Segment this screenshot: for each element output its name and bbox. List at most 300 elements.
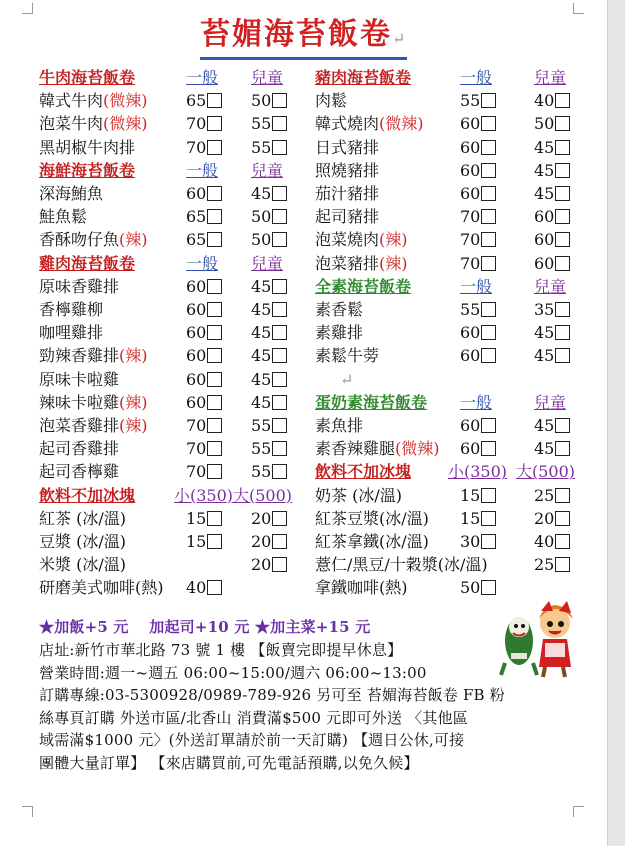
- menu-item-label: 黑胡椒牛肉排: [39, 137, 136, 157]
- price-regular-value: 60: [186, 369, 207, 389]
- menu-item-label: 素雞排: [315, 323, 364, 343]
- menu-item-name: [315, 509, 429, 529]
- menu-item-name: [39, 393, 148, 413]
- menu-item-label: 深海鮪魚: [39, 184, 104, 203]
- checkbox-icon[interactable]: [481, 93, 496, 108]
- price-regular-value: 60: [186, 184, 207, 203]
- menu-item-label: 奶茶 (冰/溫): [315, 485, 402, 505]
- price-kids: [534, 254, 570, 274]
- menu-item-label: 原味卡啦雞: [39, 369, 120, 389]
- price-kids: [534, 184, 570, 204]
- checkbox-icon[interactable]: [555, 557, 570, 572]
- menu-item-name: [39, 439, 119, 459]
- price-regular: [186, 300, 222, 320]
- menu-item-name: [315, 486, 402, 506]
- menu-item-label: 照燒豬排: [315, 160, 380, 180]
- menu-item-name: [315, 555, 488, 575]
- checkbox-icon[interactable]: [272, 116, 287, 131]
- price-kids: [534, 323, 570, 343]
- checkbox-icon[interactable]: [272, 302, 287, 317]
- menu-item-label: 泡菜豬排: [315, 253, 380, 273]
- ovo-section-header: 蛋奶素海苔飯卷: [315, 392, 428, 412]
- price-kids-value: 45: [251, 323, 272, 343]
- menu-item-label: 肉鬆: [315, 91, 348, 111]
- price-regular: [186, 370, 222, 390]
- menu-item-name: [39, 346, 148, 366]
- price-regular-value: 70: [186, 114, 207, 134]
- price-kids-value: 45: [534, 160, 555, 180]
- checkbox-icon[interactable]: [555, 488, 570, 503]
- checkbox-icon[interactable]: [555, 209, 570, 224]
- menu-item-name: [315, 346, 379, 366]
- price-regular-value: 60: [460, 114, 481, 134]
- menu-item-name: [39, 509, 126, 529]
- menu-item-name: [315, 323, 363, 343]
- info-line: 域需滿$1000 元〉(外送訂單請於前一天訂購) 【週日公休,可接: [39, 731, 465, 749]
- drinks-col-small: 小(350): [448, 462, 508, 482]
- price-kids-value: 45: [534, 416, 555, 435]
- price-kids: [534, 300, 570, 320]
- price-kids-value: 20: [534, 508, 555, 528]
- price-kids: [251, 277, 287, 297]
- checkbox-icon[interactable]: [481, 580, 496, 595]
- price-regular: [186, 532, 222, 552]
- checkbox-icon[interactable]: [555, 511, 570, 526]
- checkbox-icon[interactable]: [207, 302, 222, 317]
- spice-level: (微辣): [379, 114, 424, 134]
- mascot-illustration: [497, 597, 581, 679]
- checkbox-icon[interactable]: [555, 302, 570, 317]
- checkbox-icon[interactable]: [555, 325, 570, 340]
- menu-item-name: [39, 555, 126, 575]
- price-kids: [251, 91, 287, 111]
- menu-item-name: [39, 184, 103, 204]
- price-kids-value: 25: [534, 485, 555, 505]
- menu-item-name: [315, 439, 440, 459]
- checkbox-icon[interactable]: [272, 418, 287, 433]
- price-kids: [534, 161, 570, 181]
- price-regular-value: 15: [186, 508, 207, 528]
- checkbox-icon[interactable]: [555, 441, 570, 456]
- menu-item-name: [315, 138, 379, 158]
- checkbox-icon[interactable]: [555, 232, 570, 247]
- price-regular-value: 70: [460, 253, 481, 273]
- checkbox-icon[interactable]: [207, 116, 222, 131]
- menu-item-name: [39, 230, 148, 250]
- corner-mark-bl: [22, 806, 33, 817]
- checkbox-icon[interactable]: [272, 209, 287, 224]
- price-regular-value: 60: [186, 323, 207, 343]
- menu-item-label: 素香辣雞腿: [315, 439, 396, 459]
- menu-item-label: 豆漿 (冰/溫): [39, 532, 126, 551]
- checkbox-icon[interactable]: [481, 302, 496, 317]
- price-kids: [534, 230, 570, 250]
- checkbox-icon[interactable]: [555, 418, 570, 433]
- price-regular: [460, 578, 496, 598]
- price-regular: [186, 114, 222, 134]
- checkbox-icon[interactable]: [481, 511, 496, 526]
- price-regular: [460, 486, 496, 506]
- price-regular: [186, 138, 222, 158]
- menu-item-label: 泡菜香雞排: [39, 416, 120, 435]
- price-regular: [186, 346, 222, 366]
- price-kids-value: 50: [251, 207, 272, 227]
- corner-mark-br: [573, 806, 584, 817]
- menu-item-name: [315, 91, 347, 111]
- price-kids: [251, 439, 287, 459]
- price-kids-value: 45: [534, 346, 555, 366]
- beef-col-kids: 兒童: [251, 68, 284, 87]
- info-line: 絲專頁訂購 外送市區/北香山 消費滿$500 元即可外送 〈其他區: [39, 708, 468, 727]
- beef-col-regular: 一般: [186, 68, 219, 87]
- menu-item-label: 茄汁豬排: [315, 184, 380, 203]
- checkbox-icon[interactable]: [481, 163, 496, 178]
- price-regular-value: 70: [186, 137, 207, 157]
- price-kids: [534, 114, 570, 134]
- vertical-scrollbar[interactable]: [607, 0, 625, 846]
- vegan-section-header: 全素海苔飯卷: [315, 276, 412, 296]
- price-kids: [251, 184, 287, 204]
- price-kids-value: 55: [251, 462, 272, 482]
- chicken-section-header: 雞肉海苔飯卷: [39, 253, 136, 273]
- price-kids-value: 45: [534, 439, 555, 459]
- checkbox-icon[interactable]: [272, 140, 287, 155]
- checkbox-icon[interactable]: [207, 348, 222, 363]
- checkbox-icon[interactable]: [207, 580, 222, 595]
- price-kids-value: 45: [534, 137, 555, 157]
- checkbox-icon[interactable]: [272, 348, 287, 363]
- menu-item-name: [39, 370, 119, 390]
- menu-item-name: [39, 578, 164, 598]
- addons-line: ★加飯+5 元 加起司+10 元 ★加主菜+15 元: [39, 618, 371, 636]
- checkbox-icon[interactable]: [207, 186, 222, 201]
- pork-col-regular: 一般: [460, 68, 493, 87]
- price-kids: [251, 230, 287, 250]
- price-kids-value: 50: [251, 91, 272, 111]
- drinks-col-small: 小(350): [174, 485, 234, 505]
- price-regular: [186, 91, 222, 111]
- price-regular: [460, 254, 496, 274]
- menu-item-name: [39, 277, 119, 297]
- checkbox-icon[interactable]: [207, 395, 222, 410]
- menu-item-name: [39, 416, 148, 436]
- menu-item-label: 拿鐵咖啡(熱): [315, 578, 408, 598]
- checkbox-icon[interactable]: [207, 534, 222, 549]
- checkbox-icon[interactable]: [481, 348, 496, 363]
- checkbox-icon[interactable]: [272, 372, 287, 387]
- price-regular-value: 60: [460, 416, 481, 435]
- price-kids-value: 35: [534, 300, 555, 319]
- checkbox-icon[interactable]: [272, 441, 287, 456]
- checkbox-icon[interactable]: [555, 116, 570, 131]
- price-regular-value: 70: [186, 416, 207, 435]
- price-regular-value: 30: [460, 532, 481, 551]
- menu-item-label: 辣味卡啦雞: [39, 392, 120, 412]
- checkbox-icon[interactable]: [207, 140, 222, 155]
- menu-item-label: 鮭魚鬆: [39, 207, 88, 227]
- checkbox-icon[interactable]: [207, 209, 222, 224]
- seafood-section-header: 海鮮海苔飯卷: [39, 160, 136, 180]
- price-regular: [186, 207, 222, 227]
- menu-item-name: [315, 184, 379, 204]
- price-regular: [186, 277, 222, 297]
- price-regular: [460, 416, 496, 436]
- price-kids: [534, 555, 570, 575]
- checkbox-icon[interactable]: [272, 325, 287, 340]
- price-regular: [460, 532, 496, 552]
- drinks-section-header: 飲料不加冰塊: [315, 462, 412, 482]
- menu-item-label: 原味香雞排: [39, 276, 120, 296]
- checkbox-icon[interactable]: [481, 232, 496, 247]
- checkbox-icon[interactable]: [272, 232, 287, 247]
- spice-level: (辣): [119, 230, 148, 250]
- price-kids-value: 25: [534, 555, 555, 575]
- menu-item-name: [315, 300, 363, 320]
- vegan-col-kids: 兒童: [534, 276, 567, 296]
- info-line: 團體大量訂單】 【來店購買前,可先電話預購,以免久候】: [39, 753, 419, 772]
- price-kids: [251, 114, 287, 134]
- checkbox-icon[interactable]: [272, 279, 287, 294]
- menu-item-name: [315, 230, 408, 250]
- menu-item-label: 薏仁/黑豆/十穀漿(冰/溫): [315, 555, 488, 575]
- menu-item-name: [39, 138, 135, 158]
- checkbox-icon[interactable]: [555, 256, 570, 271]
- price-kids-value: 45: [534, 323, 555, 343]
- menu-item-label: 香檸雞柳: [39, 300, 104, 319]
- checkbox-icon[interactable]: [555, 93, 570, 108]
- drinks-section-header: 飲料不加冰塊: [39, 485, 136, 505]
- price-regular-value: 15: [460, 485, 481, 505]
- price-kids: [534, 486, 570, 506]
- price-regular-value: 50: [460, 578, 481, 598]
- spice-level: (辣): [379, 253, 408, 273]
- menu-item-name: [39, 462, 119, 482]
- price-kids-value: 20: [251, 555, 272, 575]
- price-regular: [186, 416, 222, 436]
- menu-item-name: [315, 578, 408, 598]
- price-regular: [186, 509, 222, 529]
- price-regular: [460, 230, 496, 250]
- seafood-col-kids: 兒童: [251, 160, 284, 180]
- price-kids: [251, 300, 287, 320]
- price-regular-value: 70: [460, 207, 481, 227]
- vegan-col-regular: 一般: [460, 276, 493, 296]
- menu-item-name: [315, 207, 379, 227]
- price-regular: [460, 138, 496, 158]
- menu-item-label: 紅茶 (冰/溫): [39, 508, 126, 528]
- menu-item-label: 素香鬆: [315, 300, 364, 319]
- menu-item-label: 勁辣香雞排: [39, 346, 120, 366]
- price-kids: [534, 416, 570, 436]
- price-kids-value: 45: [534, 184, 555, 203]
- price-kids: [534, 346, 570, 366]
- menu-item-label: 香酥吻仔魚: [39, 230, 120, 250]
- price-regular-value: 70: [186, 439, 207, 459]
- price-kids-value: 55: [251, 114, 272, 134]
- price-regular-value: 60: [186, 392, 207, 412]
- spice-level: (辣): [119, 416, 148, 435]
- menu-item-name: [315, 416, 363, 436]
- menu-item-label: 紅茶拿鐵(冰/溫): [315, 532, 429, 551]
- price-regular-value: 40: [186, 578, 207, 598]
- spice-level: (辣): [119, 392, 148, 412]
- price-kids: [251, 532, 287, 552]
- price-regular-value: 65: [186, 207, 207, 227]
- price-regular-value: 60: [460, 137, 481, 157]
- menu-item-name: [39, 91, 148, 111]
- price-kids-value: 40: [534, 91, 555, 111]
- checkbox-icon[interactable]: [555, 186, 570, 201]
- price-regular: [186, 230, 222, 250]
- price-kids-value: 60: [534, 207, 555, 227]
- checkbox-icon[interactable]: [207, 279, 222, 294]
- drinks-col-large: 大(500): [233, 485, 293, 505]
- info-line: 訂購專線:03-5300928/0989-789-926 另可至 苔媚海苔飯卷 FB 粉: [39, 686, 505, 704]
- menu-item-label: 米漿 (冰/溫): [39, 555, 126, 575]
- price-regular-value: 55: [460, 91, 481, 111]
- price-regular-value: 60: [186, 346, 207, 366]
- checkbox-icon[interactable]: [207, 418, 222, 433]
- menu-item-label: 素魚排: [315, 416, 364, 435]
- price-kids-value: 45: [251, 346, 272, 366]
- menu-item-name: [315, 161, 379, 181]
- price-kids: [534, 509, 570, 529]
- menu-item-name: [315, 254, 408, 274]
- price-kids-value: 20: [251, 532, 272, 551]
- price-regular: [460, 439, 496, 459]
- menu-item-label: 泡菜燒肉: [315, 230, 380, 250]
- checkbox-icon[interactable]: [207, 511, 222, 526]
- price-kids: [534, 207, 570, 227]
- ovo-col-kids: 兒童: [534, 392, 567, 412]
- price-kids: [534, 532, 570, 552]
- price-kids: [251, 416, 287, 436]
- price-kids: [534, 138, 570, 158]
- menu-item-label: 起司豬排: [315, 207, 380, 227]
- drinks-col-large: 大(500): [516, 462, 576, 482]
- price-regular-value: 70: [460, 230, 481, 250]
- price-regular: [460, 346, 496, 366]
- menu-item-name: [39, 300, 103, 320]
- price-regular-value: 70: [186, 462, 207, 482]
- checkbox-icon[interactable]: [481, 441, 496, 456]
- pork-section-header: 豬肉海苔飯卷: [315, 68, 412, 87]
- price-kids: [251, 346, 287, 366]
- info-line: 店址:新竹市華北路 73 號 1 樓 【飯賣完即提早休息】: [39, 641, 403, 659]
- price-kids: [251, 393, 287, 413]
- menu-item-label: 韓式牛肉: [39, 91, 104, 111]
- checkbox-icon[interactable]: [481, 256, 496, 271]
- price-kids-value: 45: [251, 184, 272, 203]
- price-regular: [460, 114, 496, 134]
- corner-mark-tl: [22, 3, 33, 14]
- price-regular: [186, 184, 222, 204]
- price-regular-value: 60: [460, 346, 481, 366]
- price-regular-value: 60: [460, 160, 481, 180]
- menu-item-name: [39, 323, 103, 343]
- corner-mark-tr: [573, 3, 584, 14]
- beef-section-header: 牛肉海苔飯卷: [39, 68, 136, 87]
- checkbox-icon[interactable]: [481, 488, 496, 503]
- price-regular-value: 60: [460, 439, 481, 459]
- price-regular: [186, 393, 222, 413]
- spice-level: (微辣): [103, 114, 148, 134]
- checkbox-icon[interactable]: [207, 93, 222, 108]
- menu-title: 苔媚海苔飯卷↵: [200, 18, 407, 60]
- price-regular: [460, 207, 496, 227]
- checkbox-icon[interactable]: [481, 209, 496, 224]
- checkbox-icon[interactable]: [207, 232, 222, 247]
- price-regular-value: 65: [186, 230, 207, 250]
- checkbox-icon[interactable]: [272, 395, 287, 410]
- menu-item-label: 韓式燒肉: [315, 114, 380, 134]
- price-regular: [186, 578, 222, 598]
- price-kids: [251, 509, 287, 529]
- price-kids-value: 45: [251, 392, 272, 412]
- price-kids: [251, 462, 287, 482]
- checkbox-icon[interactable]: [555, 163, 570, 178]
- price-regular-value: 65: [186, 91, 207, 111]
- checkbox-icon[interactable]: [207, 372, 222, 387]
- price-kids-value: 50: [534, 114, 555, 134]
- menu-item-label: 起司香雞排: [39, 439, 120, 459]
- price-kids-value: 45: [251, 369, 272, 389]
- price-kids: [251, 555, 287, 575]
- chicken-col-regular: 一般: [186, 253, 219, 273]
- checkbox-icon[interactable]: [481, 186, 496, 201]
- paragraph-mark: ↵: [340, 369, 354, 389]
- checkbox-icon[interactable]: [481, 325, 496, 340]
- checkbox-icon[interactable]: [207, 441, 222, 456]
- checkbox-icon[interactable]: [207, 325, 222, 340]
- price-kids-value: 55: [251, 137, 272, 157]
- checkbox-icon[interactable]: [481, 140, 496, 155]
- checkbox-icon[interactable]: [272, 464, 287, 479]
- menu-item-label: 泡菜牛肉: [39, 114, 104, 134]
- price-kids: [251, 370, 287, 390]
- checkbox-icon[interactable]: [481, 116, 496, 131]
- menu-item-name: [39, 207, 87, 227]
- price-kids: [251, 207, 287, 227]
- checkbox-icon[interactable]: [481, 418, 496, 433]
- checkbox-icon[interactable]: [272, 534, 287, 549]
- checkbox-icon[interactable]: [555, 348, 570, 363]
- checkbox-icon[interactable]: [555, 534, 570, 549]
- price-regular-value: 60: [186, 300, 207, 319]
- price-kids-value: 60: [534, 253, 555, 273]
- checkbox-icon[interactable]: [272, 511, 287, 526]
- checkbox-icon[interactable]: [555, 140, 570, 155]
- price-kids-value: 50: [251, 230, 272, 250]
- info-line: 營業時間:週一~週五 06:00~15:00/週六 06:00~13:00: [39, 663, 427, 682]
- checkbox-icon[interactable]: [272, 93, 287, 108]
- menu-item-label: 素鬆牛蒡: [315, 346, 380, 366]
- price-kids-value: 20: [251, 508, 272, 528]
- menu-item-name: [39, 532, 126, 552]
- price-regular: [186, 439, 222, 459]
- price-regular-value: 60: [460, 323, 481, 343]
- checkbox-icon[interactable]: [481, 534, 496, 549]
- checkbox-icon[interactable]: [272, 557, 287, 572]
- price-regular-value: 60: [186, 276, 207, 296]
- spice-level: (微辣): [103, 91, 148, 111]
- ovo-col-regular: 一般: [460, 392, 493, 412]
- menu-item-label: 研磨美式咖啡(熱): [39, 578, 164, 598]
- checkbox-icon[interactable]: [272, 186, 287, 201]
- menu-item-label: 起司香檸雞: [39, 462, 120, 482]
- checkbox-icon[interactable]: [207, 464, 222, 479]
- pork-col-kids: 兒童: [534, 68, 567, 87]
